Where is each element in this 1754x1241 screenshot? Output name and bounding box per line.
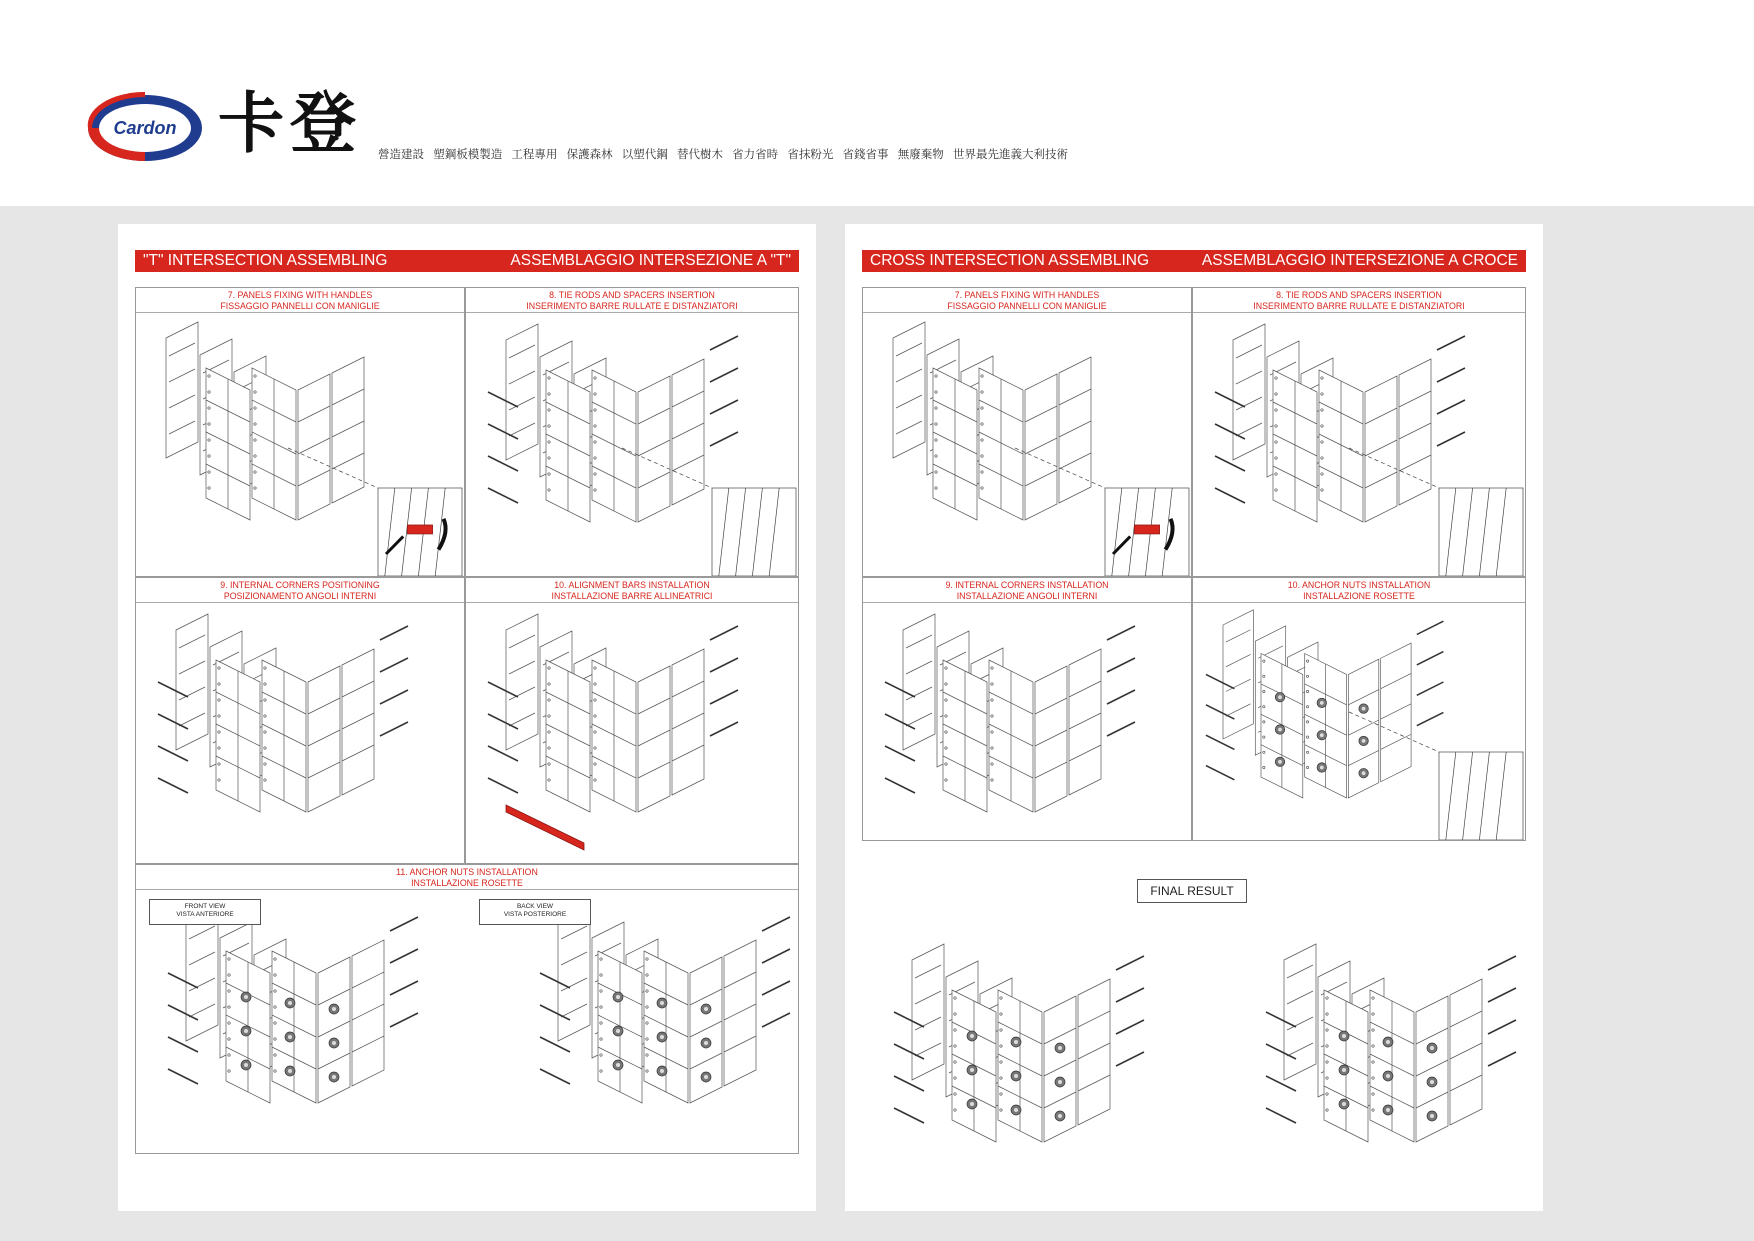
panels-illustration — [863, 288, 1192, 577]
front-view-label: FRONT VIEW VISTA ANTERIORE — [149, 899, 261, 925]
cardon-logo — [86, 92, 204, 164]
step-title-en: 10. ANCHOR NUTS INSTALLATION — [1287, 580, 1431, 590]
step-10-panel — [465, 577, 799, 864]
step-title-it: INSERIMENTO BARRE RULLATE E DISTANZIATORI — [1253, 300, 1465, 311]
tie-rods-illustration — [466, 288, 799, 577]
section-banner — [135, 250, 799, 272]
sheet-cross-intersection — [845, 224, 1543, 1211]
back-view-label: BACK VIEW VISTA POSTERIORE — [479, 899, 591, 925]
panels-illustration — [136, 288, 465, 577]
step-title-en: 7. PANELS FIXING WITH HANDLES — [227, 290, 373, 300]
banner-title-it: ASSEMBLAGGIO INTERSEZIONE A CROCE — [1201, 252, 1518, 269]
step-9-panel — [862, 577, 1192, 841]
step-title-it: INSTALLAZIONE ROSETTE — [411, 877, 523, 888]
step-title-en: 10. ALIGNMENT BARS INSTALLATION — [554, 580, 710, 590]
logo-text: Cardon — [113, 118, 177, 138]
internal-corners-illustration — [863, 578, 1192, 841]
step-title-it: INSERIMENTO BARRE RULLATE E DISTANZIATORI — [526, 300, 738, 311]
anchor-nuts-illustration — [1193, 578, 1526, 841]
tie-rods-illustration — [1193, 288, 1526, 577]
internal-corners-illustration — [136, 578, 465, 864]
banner-title-en: "T" INTERSECTION ASSEMBLING — [143, 252, 388, 269]
step-title-it: INSTALLAZIONE BARRE ALLINEATRICI — [551, 590, 713, 601]
step-title-en: 9. INTERNAL CORNERS POSITIONING — [220, 580, 380, 590]
page-header — [0, 0, 1754, 206]
step-7-panel — [862, 287, 1192, 577]
brand-name-cn: 卡登 — [218, 84, 362, 162]
step-8-panel — [1192, 287, 1526, 577]
tagline: 營造建設 塑鋼板模製造 工程專用 保護森林 以塑代鋼 替代樹木 省力省時 省抹粉光 省錢省事 無廢棄物 世界最先進義大利技術 — [378, 149, 1068, 161]
step-title-it: FISSAGGIO PANNELLI CON MANIGLIE — [947, 300, 1107, 311]
step-title-it: INSTALLAZIONE ROSETTE — [1303, 590, 1415, 601]
step-7-panel — [135, 287, 465, 577]
step-title-en: 8. TIE RODS AND SPACERS INSERTION — [549, 290, 715, 300]
banner-title-en: CROSS INTERSECTION ASSEMBLING — [870, 252, 1150, 269]
step-title-it: INSTALLAZIONE ANGOLI INTERNI — [956, 590, 1098, 601]
step-title-en: 8. TIE RODS AND SPACERS INSERTION — [1276, 290, 1442, 300]
alignment-bars-illustration — [466, 578, 799, 864]
step-title-en: 7. PANELS FIXING WITH HANDLES — [954, 290, 1100, 300]
step-11-panel — [135, 864, 799, 1154]
step-9-panel — [135, 577, 465, 864]
step-title-en: 11. ANCHOR NUTS INSTALLATION — [396, 867, 538, 877]
banner-title-it: ASSEMBLAGGIO INTERSEZIONE A "T" — [510, 252, 791, 269]
final-result-label: FINAL RESULT — [1137, 879, 1247, 903]
section-banner — [862, 250, 1526, 272]
sheet-t-intersection — [118, 224, 816, 1211]
step-title-it: FISSAGGIO PANNELLI CON MANIGLIE — [220, 300, 380, 311]
step-10-panel — [1192, 577, 1526, 841]
step-title-en: 9. INTERNAL CORNERS INSTALLATION — [945, 580, 1109, 590]
step-title-it: POSIZIONAMENTO ANGOLI INTERNI — [223, 590, 377, 601]
final-result-illustration — [862, 904, 1526, 1204]
step-8-panel — [465, 287, 799, 577]
